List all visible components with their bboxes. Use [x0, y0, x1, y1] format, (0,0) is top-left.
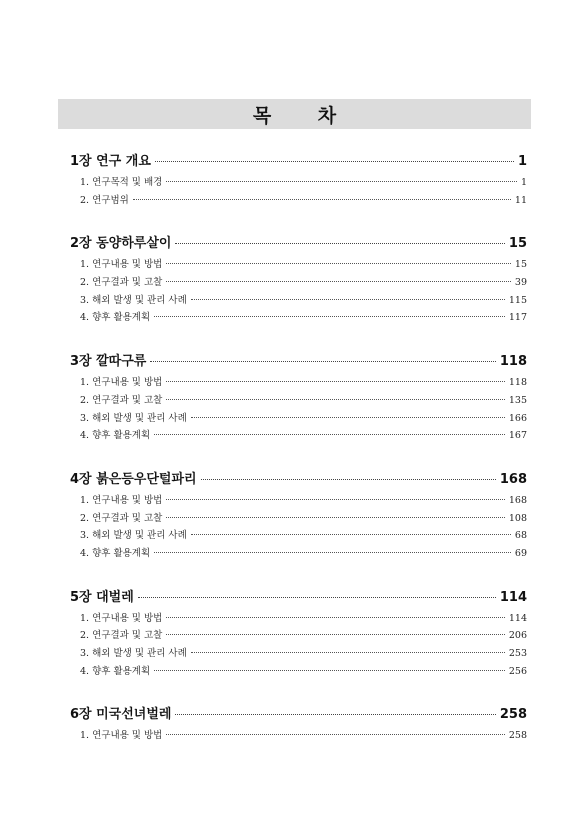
toc-chapter: [70, 703, 527, 745]
toc-section-entry[interactable]: [70, 527, 527, 545]
chapter-page-number: 1: [517, 154, 527, 169]
toc-chapter: [70, 350, 527, 445]
section-page-number: 168: [508, 494, 527, 506]
toc-section-entry[interactable]: [70, 427, 527, 445]
chapter-title: 3장 깔따구류: [70, 354, 147, 370]
toc-section-entry[interactable]: [70, 192, 527, 210]
chapter-page-number: 15: [508, 236, 527, 252]
leader-dots: [166, 499, 504, 500]
section-page-number: 118: [508, 377, 527, 389]
leader-dots: [191, 652, 505, 653]
section-page-number: 114: [508, 612, 527, 624]
toc-chapter-entry[interactable]: [70, 468, 527, 492]
section-title: 2. 연구결과 및 고찰: [80, 630, 163, 642]
leader-dots: [133, 199, 511, 200]
leader-dots: [201, 479, 496, 480]
chapter-page-number: 258: [499, 707, 527, 723]
section-page-number: 258: [508, 730, 527, 742]
leader-dots: [166, 281, 511, 282]
toc-section-entry[interactable]: [70, 392, 527, 410]
section-title: 3. 해외 발생 및 관리 사례: [80, 648, 187, 659]
section-title: 2. 연구범위: [80, 194, 129, 206]
leader-dots: [155, 161, 514, 162]
section-title: 1. 연구내용 및 방법: [80, 730, 163, 742]
chapter-title: 6장 미국선녀벌레: [70, 707, 172, 723]
toc-section-entry[interactable]: [70, 274, 527, 292]
section-page-number: 69: [514, 547, 527, 559]
toc-section-entry[interactable]: [70, 492, 527, 510]
section-page-number: 68: [514, 530, 527, 542]
section-page-number: 39: [514, 277, 527, 289]
section-page-number: 117: [508, 312, 527, 324]
chapter-title: 5장 대벌레: [70, 589, 134, 605]
section-page-number: 206: [508, 630, 527, 642]
leader-dots: [166, 399, 504, 400]
toc-chapter-entry[interactable]: [70, 232, 527, 256]
section-page-number: 15: [514, 259, 527, 271]
section-page-number: 256: [508, 665, 527, 677]
toc-section-entry[interactable]: [70, 545, 527, 563]
section-title: 1. 연구내용 및 방법: [80, 259, 163, 271]
toc-chapter-entry[interactable]: [70, 586, 527, 610]
section-title: 4. 향후 활용계획: [80, 312, 151, 324]
chapter-title: 2장 동양하루살이: [70, 236, 172, 252]
chapter-page-number: 168: [499, 471, 527, 487]
section-page-number: 115: [508, 294, 527, 306]
leader-dots: [166, 181, 517, 182]
leader-dots: [166, 734, 504, 735]
chapter-page-number: 114: [499, 589, 527, 605]
toc-section-entry[interactable]: [70, 374, 527, 392]
toc-title: 목 차: [252, 104, 357, 127]
toc-section-entry[interactable]: [70, 727, 527, 745]
toc-section-entry[interactable]: [70, 309, 527, 327]
leader-dots: [154, 552, 511, 553]
section-title: 4. 향후 활용계획: [80, 547, 151, 559]
leader-dots: [154, 670, 505, 671]
section-title: 3. 해외 발생 및 관리 사례: [80, 530, 187, 542]
section-title: 3. 해외 발생 및 관리 사례: [80, 294, 187, 306]
leader-dots: [150, 361, 495, 362]
toc-chapter-entry[interactable]: [70, 703, 527, 727]
table-of-contents: [70, 150, 527, 768]
leader-dots: [166, 617, 504, 618]
chapter-title: 1장 연구 개요: [70, 154, 151, 169]
toc-section-entry[interactable]: [70, 256, 527, 274]
section-title: 2. 연구결과 및 고찰: [80, 512, 163, 524]
leader-dots: [154, 434, 505, 435]
leader-dots: [166, 517, 504, 518]
toc-section-entry[interactable]: [70, 610, 527, 628]
leader-dots: [154, 316, 505, 317]
section-title: 3. 해외 발생 및 관리 사례: [80, 412, 187, 424]
section-title: 1. 연구내용 및 방법: [80, 612, 163, 624]
section-page-number: 108: [508, 512, 527, 524]
leader-dots: [175, 714, 495, 715]
section-title: 1. 연구내용 및 방법: [80, 377, 163, 389]
section-page-number: 1: [520, 177, 527, 188]
leader-dots: [191, 417, 505, 418]
toc-chapter: [70, 586, 527, 681]
toc-section-entry[interactable]: [70, 510, 527, 528]
toc-section-entry[interactable]: [70, 645, 527, 663]
leader-dots: [166, 634, 504, 635]
toc-section-entry[interactable]: [70, 174, 527, 192]
section-title: 4. 향후 활용계획: [80, 665, 151, 677]
leader-dots: [175, 243, 504, 244]
section-page-number: 253: [508, 648, 527, 659]
toc-section-entry[interactable]: [70, 627, 527, 645]
section-title: 2. 연구결과 및 고찰: [80, 394, 163, 406]
section-page-number: 11: [514, 194, 527, 206]
toc-chapter-entry[interactable]: [70, 350, 527, 374]
section-title: 1. 연구내용 및 방법: [80, 494, 163, 506]
section-title: 4. 향후 활용계획: [80, 430, 151, 442]
toc-section-entry[interactable]: [70, 410, 527, 428]
leader-dots: [191, 534, 511, 535]
toc-title-banner: [58, 99, 531, 129]
leader-dots: [166, 381, 504, 382]
toc-chapter: [70, 468, 527, 563]
leader-dots: [191, 299, 505, 300]
toc-section-entry[interactable]: [70, 663, 527, 681]
section-title: 2. 연구결과 및 고찰: [80, 277, 163, 289]
section-page-number: 167: [508, 430, 527, 442]
toc-chapter: [70, 150, 527, 209]
chapter-title: 4장 붉은등우단털파리: [70, 471, 197, 487]
leader-dots: [138, 597, 496, 598]
section-page-number: 166: [508, 412, 527, 424]
toc-section-entry[interactable]: [70, 292, 527, 310]
toc-chapter-entry[interactable]: [70, 150, 527, 174]
leader-dots: [166, 263, 511, 264]
toc-chapter: [70, 232, 527, 327]
chapter-page-number: 118: [499, 354, 527, 370]
section-page-number: 135: [508, 394, 527, 406]
section-title: 1. 연구목적 및 배경: [80, 177, 163, 188]
